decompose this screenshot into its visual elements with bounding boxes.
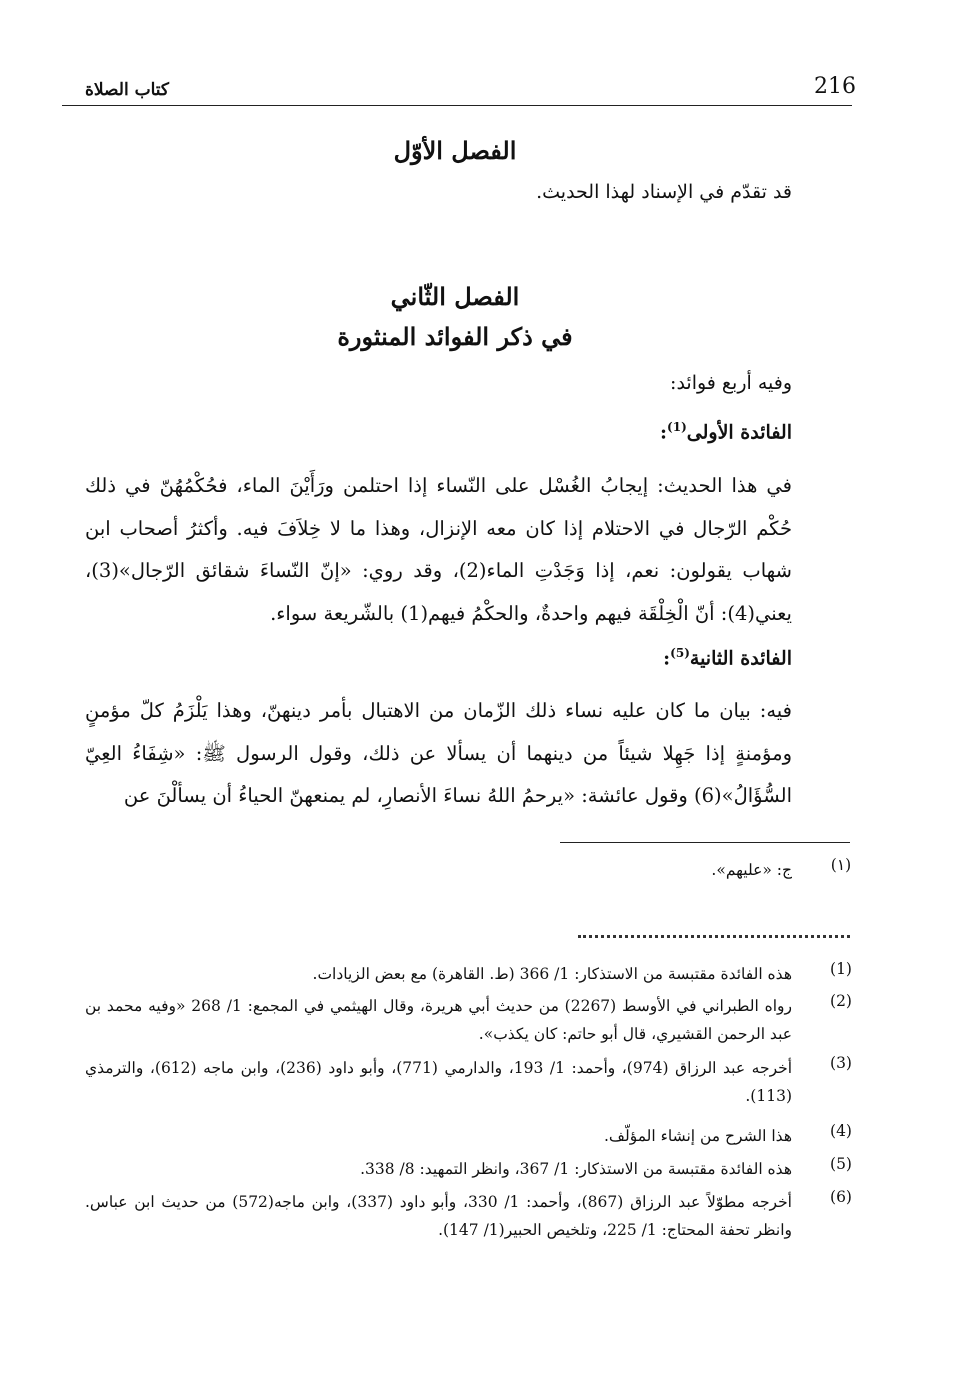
dotted-separator — [578, 935, 850, 938]
manuscript-note-text: ج: «عليهم». — [711, 861, 792, 879]
footnote-5-number: (5) — [830, 1155, 852, 1173]
manuscript-note-number: (١) — [830, 856, 852, 874]
benefit1-footnote-ref: (1) — [667, 420, 687, 434]
benefits-intro: وفيه أربع فوائد: — [670, 372, 792, 394]
footnote-3-number: (3) — [830, 1054, 852, 1072]
page-number: 216 — [814, 74, 856, 99]
benefit1-paragraph: في هذا الحديث: إيجابُ الغُسْل على النّساء إذا احتلمن ورَأَيْنَ الماء، فحُكْمُهُنّ في ذلك حُكْم الرّجال في الاحتلام إذا كان معه الإنزال، وهذا ما لا خِلاَفَ فيه. وأكثرُ أصحاب ابن شهاب يقولون: نعم، إذا وَجَدْتِ الماء(2)، وقد روي: «إنّ النّساءَ شقائق الرّجال»(3)، يعني(4): أنّ الْخِلْقَة فيهم واحدةٌ، والحكْمُ فيهم(1) بالشّريعة سواء. — [85, 474, 792, 625]
benefit2-footnote-ref: (5) — [670, 646, 690, 660]
footnote-5-text: هذه الفائدة مقتبسة من الاستذكار: 1/ 367، وانظر التمهيد: 8/ 338. — [360, 1160, 792, 1178]
benefit2-paragraph: فيه: بيان ما كان عليه نساء ذلك الزّمان من الاهتبال بأمر دينهنّ، وهذا يَلْزَمُ كلّ مؤمنٍ ومؤمنةٍ إذا جَهِلا شيئاً من دينهما أن يسألا عن ذلك، وقول الرسول ﷺ: «شِفَاءُ العِيّ السُّؤَالُ»(6) وقول عائشة: «يرحمُ اللهُ نساءَ الأنصارِ، لم يمنعهنّ الحياءُ أن يسألْنَ عن — [85, 699, 792, 807]
benefit2-heading — [663, 646, 792, 669]
benefit1-heading — [660, 420, 792, 443]
section1-title: الفصل الأوّل — [393, 136, 517, 165]
section2-subtitle: في ذكر الفوائد المنثورة — [337, 322, 573, 351]
section2-title: الفصل الثّاني — [390, 282, 520, 311]
footnote-3-text: أخرجه عبد الرزاق (974)، وأحمد: 1/ 193، والدارمي (771)، وأبو داود (236)، وابن ماجه (612)، والترمذي (113). — [85, 1059, 793, 1105]
footnote-2-text: رواه الطبراني في الأوسط (2267) من حديث أبي هريرة، وقال الهيثمي في المجمع: 1/ 268 «وفيه محمد بن عبد الرحمن القشيري، قال أبو حاتم: كان يكذب». — [85, 997, 792, 1043]
footnote-6-number: (6) — [830, 1188, 852, 1206]
benefit1-colon: : — [660, 421, 668, 444]
running-title: كتاب الصلاة — [85, 80, 170, 100]
header-divider — [62, 105, 852, 106]
footnote-1-number: (1) — [830, 960, 852, 978]
footnote-4-text: هذا الشرح من إنشاء المؤلّف. — [604, 1127, 792, 1145]
section1-text: قد تقدّم في الإسناد لهذا الحديث. — [536, 181, 792, 203]
footnote-1-text: هذه الفائدة مقتبسة من الاستذكار: 1/ 366 (ط. القاهرة) مع بعض الزيادات. — [312, 965, 792, 983]
benefit2-heading-label: الفائدة الثانية — [689, 647, 792, 670]
benefit1-heading-label: الفائدة الأولى — [686, 421, 792, 444]
footnote-4-number: (4) — [830, 1122, 852, 1140]
benefit2-colon: : — [663, 647, 671, 670]
footnote-6-text: أخرجه مطوّلاً عبد الرزاق (867)، وأحمد: 1/ 330، وأبو داود (337)، وابن ماجه(572) من حديث ابن عباس. وانظر تحفة المحتاج: 1/ 225، وتلخيص الحبير(1/ 147). — [85, 1193, 792, 1239]
footnote-separator — [560, 842, 850, 843]
footnote-2-number: (2) — [830, 992, 852, 1010]
